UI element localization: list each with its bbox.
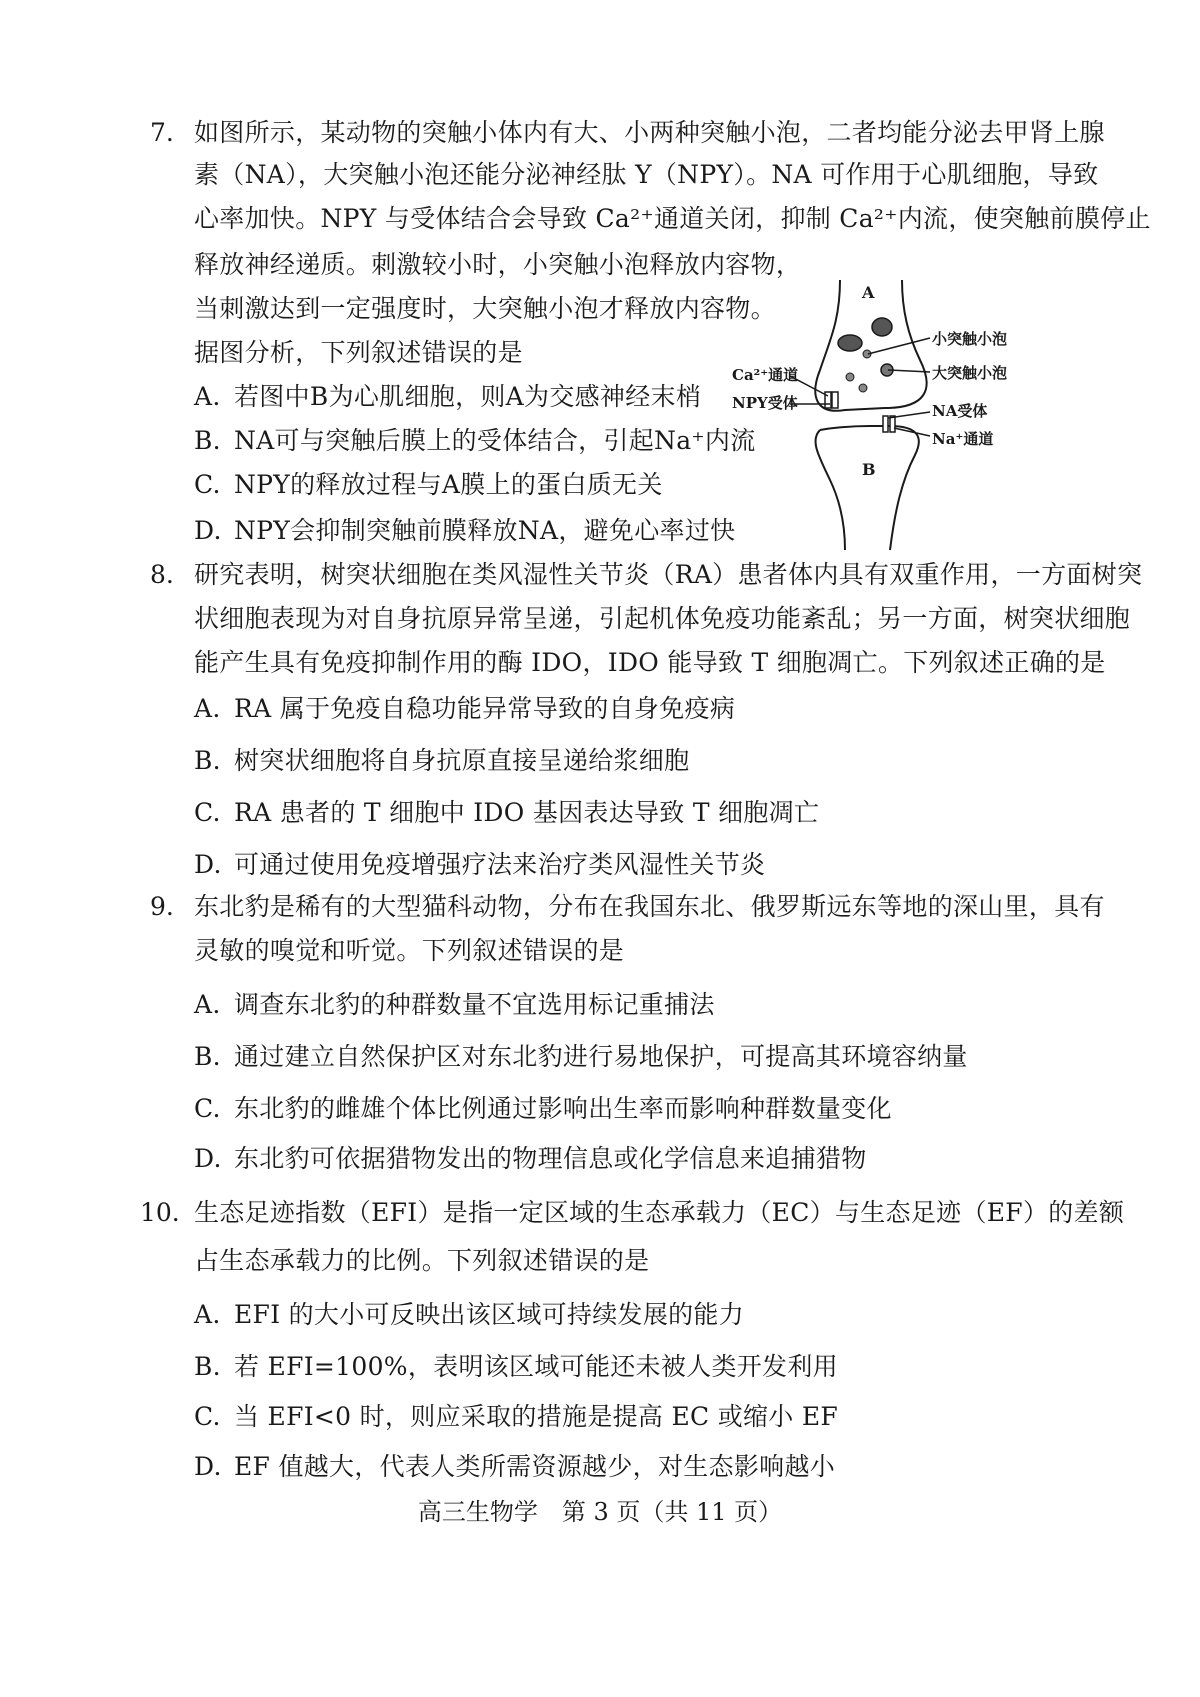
- option-a: A. 调查东北豹的种群数量不宜选用标记重捕法: [194, 990, 715, 1019]
- label-a: A: [862, 283, 875, 302]
- question-prompt: 灵敏的嗅觉和听觉。下列叙述错误的是: [194, 936, 625, 965]
- option-c: C. NPY的释放过程与A膜上的蛋白质无关: [194, 470, 663, 499]
- na-receptor-shape: [883, 416, 888, 432]
- postsynaptic-cell: [815, 426, 918, 550]
- question-text-line: 状细胞表现为对自身抗原异常呈递，引起机体免疫功能紊乱；另一方面，树突状细胞: [194, 604, 1131, 633]
- question-text-line: 心率加快。NPY 与受体结合会导致 Ca²⁺通道关闭，抑制 Ca²⁺内流，使突触前膜停止: [194, 204, 1151, 233]
- label-na-receptor: NA受体: [932, 402, 988, 420]
- small-vesicle: [846, 373, 854, 381]
- question-text-line: 当刺激达到一定强度时，大突触小泡才释放内容物。: [194, 294, 776, 323]
- question-number: 9.: [150, 892, 174, 921]
- question-number: 8.: [150, 560, 174, 589]
- label-b: B: [862, 460, 876, 479]
- option-c: C. RA 患者的 T 细胞中 IDO 基因表达导致 T 细胞凋亡: [194, 798, 820, 827]
- question-text-line: 如图所示，某动物的突触小体内有大、小两种突触小泡，二者均能分泌去甲肾上腺: [194, 118, 1105, 147]
- question-number: 10.: [140, 1198, 180, 1227]
- label-small-vesicle: 小突触小泡: [932, 330, 1008, 348]
- question-prompt: 占生态承载力的比例。下列叙述错误的是: [194, 1246, 650, 1275]
- question-text-line: 生态足迹指数（EFI）是指一定区域的生态承载力（EC）与生态足迹（EF）的差额: [194, 1198, 1125, 1227]
- option-b: B. 若 EFI=100%，表明该区域可能还未被人类开发利用: [194, 1352, 838, 1381]
- leader-line: [888, 412, 930, 418]
- option-a: A. 若图中B为心肌细胞，则A为交感神经末梢: [194, 382, 702, 411]
- option-a: A. RA 属于免疫自稳功能异常导致的自身免疫病: [194, 694, 736, 723]
- question-text-line: 研究表明，树突状细胞在类风湿性关节炎（RA）患者体内具有双重作用，一方面树突: [194, 560, 1143, 589]
- option-b: B. NA可与突触后膜上的受体结合，引起Na⁺内流: [194, 426, 756, 455]
- option-b: B. 树突状细胞将自身抗原直接呈递给浆细胞: [194, 746, 690, 775]
- option-d: D. NPY会抑制突触前膜释放NA，避免心率过快: [194, 516, 736, 545]
- option-d: D. 东北豹可依据猎物发出的物理信息或化学信息来追捕猎物: [194, 1144, 867, 1173]
- label-npy-receptor: NPY受体: [732, 394, 798, 412]
- synapse-diagram: [790, 280, 1130, 580]
- ca-channel-shape: [832, 392, 838, 408]
- option-c: C. 东北豹的雌雄个体比例通过影响出生率而影响种群数量变化: [194, 1094, 892, 1123]
- option-c: C. 当 EFI<0 时，则应采取的措施是提高 EC 或缩小 EF: [194, 1402, 839, 1431]
- question-text-line: 东北豹是稀有的大型猫科动物，分布在我国东北、俄罗斯远东等地的深山里，具有: [194, 892, 1105, 921]
- option-a: A. EFI 的大小可反映出该区域可持续发展的能力: [194, 1300, 745, 1329]
- large-vesicle: [872, 318, 892, 336]
- option-d: D. 可通过使用免疫增强疗法来治疗类风湿性关节炎: [194, 850, 766, 879]
- question-text-line: 释放神经递质。刺激较小时，小突触小泡释放内容物，: [194, 250, 802, 279]
- question-number: 7.: [150, 118, 174, 147]
- small-vesicle: [859, 384, 867, 392]
- label-na-channel: Na⁺通道: [932, 430, 994, 448]
- question-text-line: 素（NA），大突触小泡还能分泌神经肽 Y（NPY）。NA 可作用于心肌细胞，导致: [194, 160, 1099, 189]
- label-large-vesicle: 大突触小泡: [932, 364, 1008, 382]
- option-b: B. 通过建立自然保护区对东北豹进行易地保护，可提高其环境容纳量: [194, 1042, 968, 1071]
- question-prompt: 据图分析，下列叙述错误的是: [194, 338, 523, 367]
- question-prompt: 能产生具有免疫抑制作用的酶 IDO，IDO 能导致 T 细胞凋亡。下列叙述正确的是: [194, 648, 1106, 677]
- page-footer: 高三生物学 第 3 页（共 11 页）: [417, 1498, 783, 1526]
- label-ca-channel: Ca²⁺通道: [732, 366, 799, 384]
- option-d: D. EF 值越大，代表人类所需资源越少，对生态影响越小: [194, 1452, 836, 1481]
- na-channel-shape: [890, 416, 895, 432]
- leader-line: [868, 338, 930, 354]
- large-vesicle: [838, 335, 862, 351]
